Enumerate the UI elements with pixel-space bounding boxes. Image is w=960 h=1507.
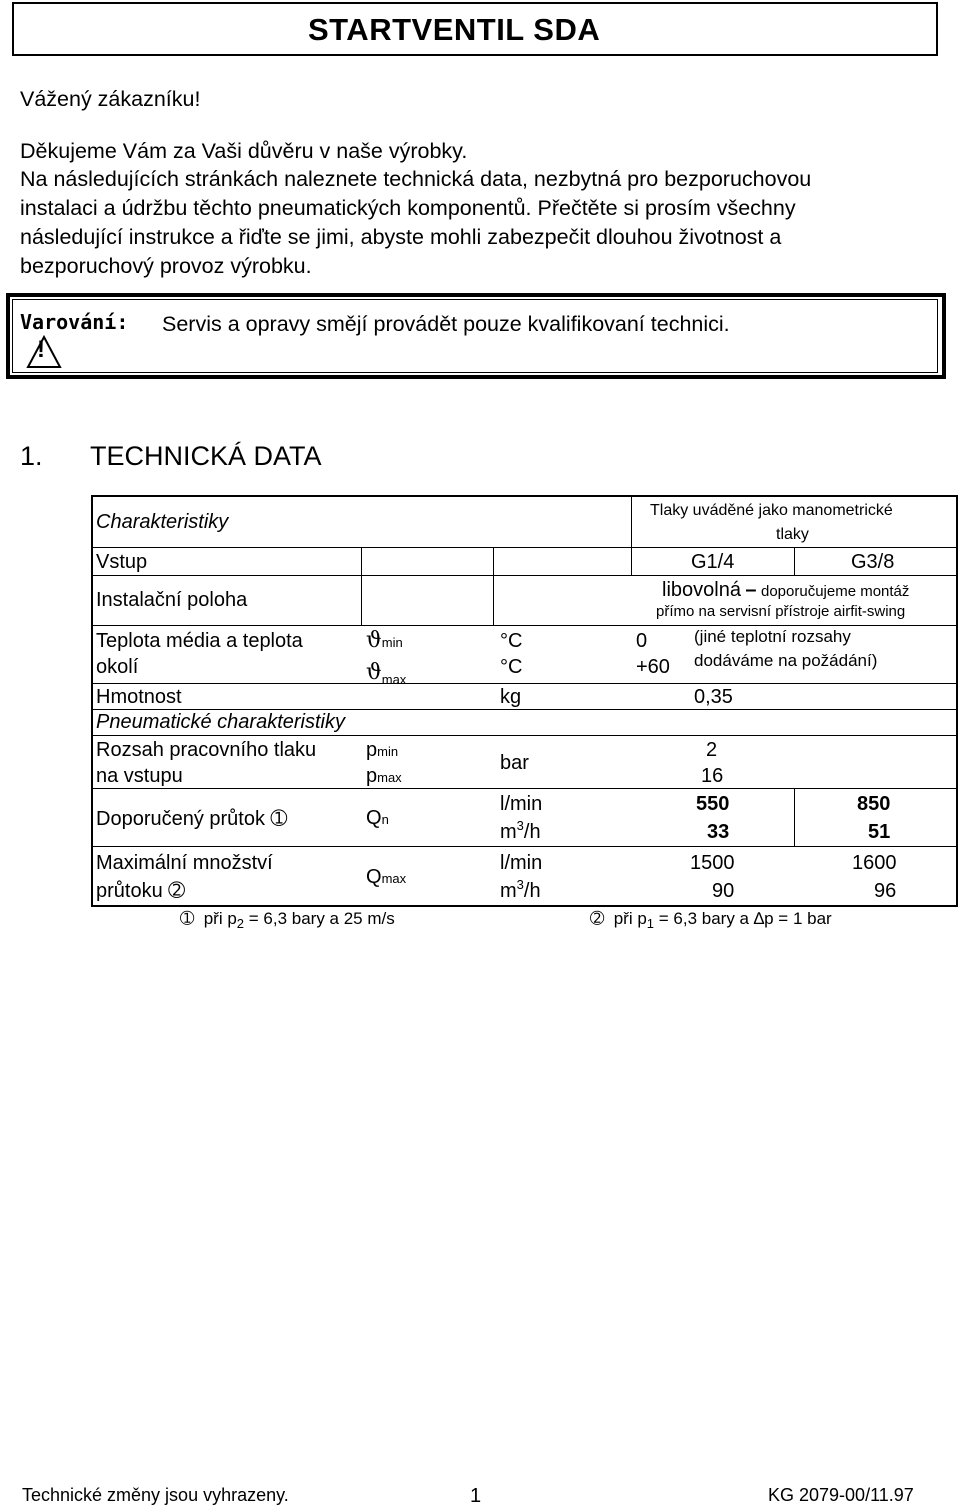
page-number: 1 xyxy=(470,1485,482,1507)
teplota-note-1: (jiné teplotní rozsahy xyxy=(694,627,851,646)
pneu-heading: Pneumatické charakteristiky xyxy=(96,711,345,733)
section-heading xyxy=(20,441,322,472)
poloha-note-1: doporučujeme montáž xyxy=(760,583,910,600)
prutok-c2-v1: 850 xyxy=(857,793,891,815)
hmotnost-label: Hmotnost xyxy=(96,686,182,708)
footer-left: Technické změny jsou vyhrazeny. xyxy=(22,1485,289,1505)
intro-line-1: Děkujeme Vám za Vaši důvěru v naše výrobky. xyxy=(20,139,468,163)
intro-line-4: následující instrukce a řiďte se jimi, abyste mohli zabezpečit dlouhou životnost a xyxy=(20,225,782,249)
tlak-unit: bar xyxy=(500,752,529,774)
greeting: Vážený zákazníku! xyxy=(20,87,201,111)
header-pressures-2: tlaky xyxy=(776,526,809,543)
poloha-value xyxy=(662,580,909,600)
poloha-dash: – xyxy=(745,579,757,601)
poloha-label: Instalační poloha xyxy=(96,589,248,611)
vstup-g14: G1/4 xyxy=(691,551,735,573)
tlak-sym-max: pmax xyxy=(366,765,402,787)
section-title: TECHNICKÁ DATA xyxy=(90,441,322,471)
footnote-2: ➁ při $p_1 = 6,3$ bary a ∆p = 1 bar xyxy=(590,909,832,931)
vstup-g38: G3/8 xyxy=(851,551,895,573)
teplota-label-1: Teplota média a teplota xyxy=(96,630,303,652)
warning-text: Servis a opravy smějí provádět pouze kvalifikovaní technici. xyxy=(162,312,730,336)
delta-symbol: ∆ xyxy=(753,909,765,928)
teplota-unit-1: °C xyxy=(500,630,523,652)
teplota-sym-min: ϑmin xyxy=(366,628,403,653)
teplota-label-2: okolí xyxy=(96,656,139,678)
hmotnost-value: 0,35 xyxy=(694,686,733,708)
max-unit-2: $m^3/h$ xyxy=(500,877,541,902)
hmotnost-unit: kg xyxy=(500,686,522,708)
max-c1-v2: 90 xyxy=(712,880,735,902)
teplota-note-2: dodáváme na požádání) xyxy=(694,651,878,670)
teplota-sym-max: $ϑ_{max}$ xyxy=(366,660,407,687)
max-c2-v2: 96 xyxy=(874,880,897,902)
section-number: 1. xyxy=(20,441,43,471)
max-unit-1: l/min xyxy=(500,852,543,874)
prutok-c2-v2: 51 xyxy=(868,821,891,843)
max-symbol: Qmax xyxy=(366,866,407,888)
header-characteristics: Charakteristiky xyxy=(96,511,229,533)
document-title: STARTVENTIL SDA xyxy=(308,12,601,47)
max-c1-v1: 1500 xyxy=(690,852,735,874)
prutok-unit-1: l/min xyxy=(500,793,543,815)
tlak-min-value: 2 xyxy=(706,739,718,761)
teplota-unit-2: °C xyxy=(500,656,523,678)
max-label-2: průtoku ➁ xyxy=(96,880,186,902)
tlak-label-2: na vstupu xyxy=(96,765,183,787)
warning-label: Varování: xyxy=(20,310,129,334)
prutok-label: Doporučený průtok ➀ xyxy=(96,808,288,830)
poloha-note-2: přímo na servisní přístroje airfit-swing xyxy=(656,603,906,620)
teplota-min-value: 0 xyxy=(636,630,648,652)
poloha-value-main: libovolná xyxy=(662,579,741,601)
intro-line-5: bezporuchový provoz výrobku. xyxy=(20,254,312,278)
prutok-unit-2: $m^3/h$ xyxy=(500,818,541,843)
warning-exclamation: ! xyxy=(37,336,45,363)
tlak-sym-min: pmin xyxy=(366,739,399,761)
tlak-max-value: 16 xyxy=(701,765,724,787)
max-c2-v1: 1600 xyxy=(852,852,897,874)
tlak-label-1: Rozsah pracovního tlaku xyxy=(96,739,317,761)
footer-right: KG 2079-00/11.97 xyxy=(768,1485,914,1505)
max-label-1: Maximální množství xyxy=(96,852,273,874)
header-pressures-1: Tlaky uváděné jako manometrické xyxy=(650,502,893,519)
vstup-label: Vstup xyxy=(96,551,148,573)
prutok-c1-v1: 550 xyxy=(696,793,730,815)
intro-line-2: Na následujících stránkách naleznete technická data, nezbytná pro bezporuchovou xyxy=(20,167,812,191)
footnote-1: ➀ při $p_2 = 6,3$ bary a 25 m/s xyxy=(180,909,395,931)
teplota-max-value: +60 xyxy=(636,656,670,678)
intro-line-3: instalaci a údržbu těchto pneumatických komponentů. Přečtěte si prosím všechny xyxy=(20,196,796,220)
prutok-c1-v2: 33 xyxy=(707,821,730,843)
prutok-symbol: Qn xyxy=(366,807,389,829)
